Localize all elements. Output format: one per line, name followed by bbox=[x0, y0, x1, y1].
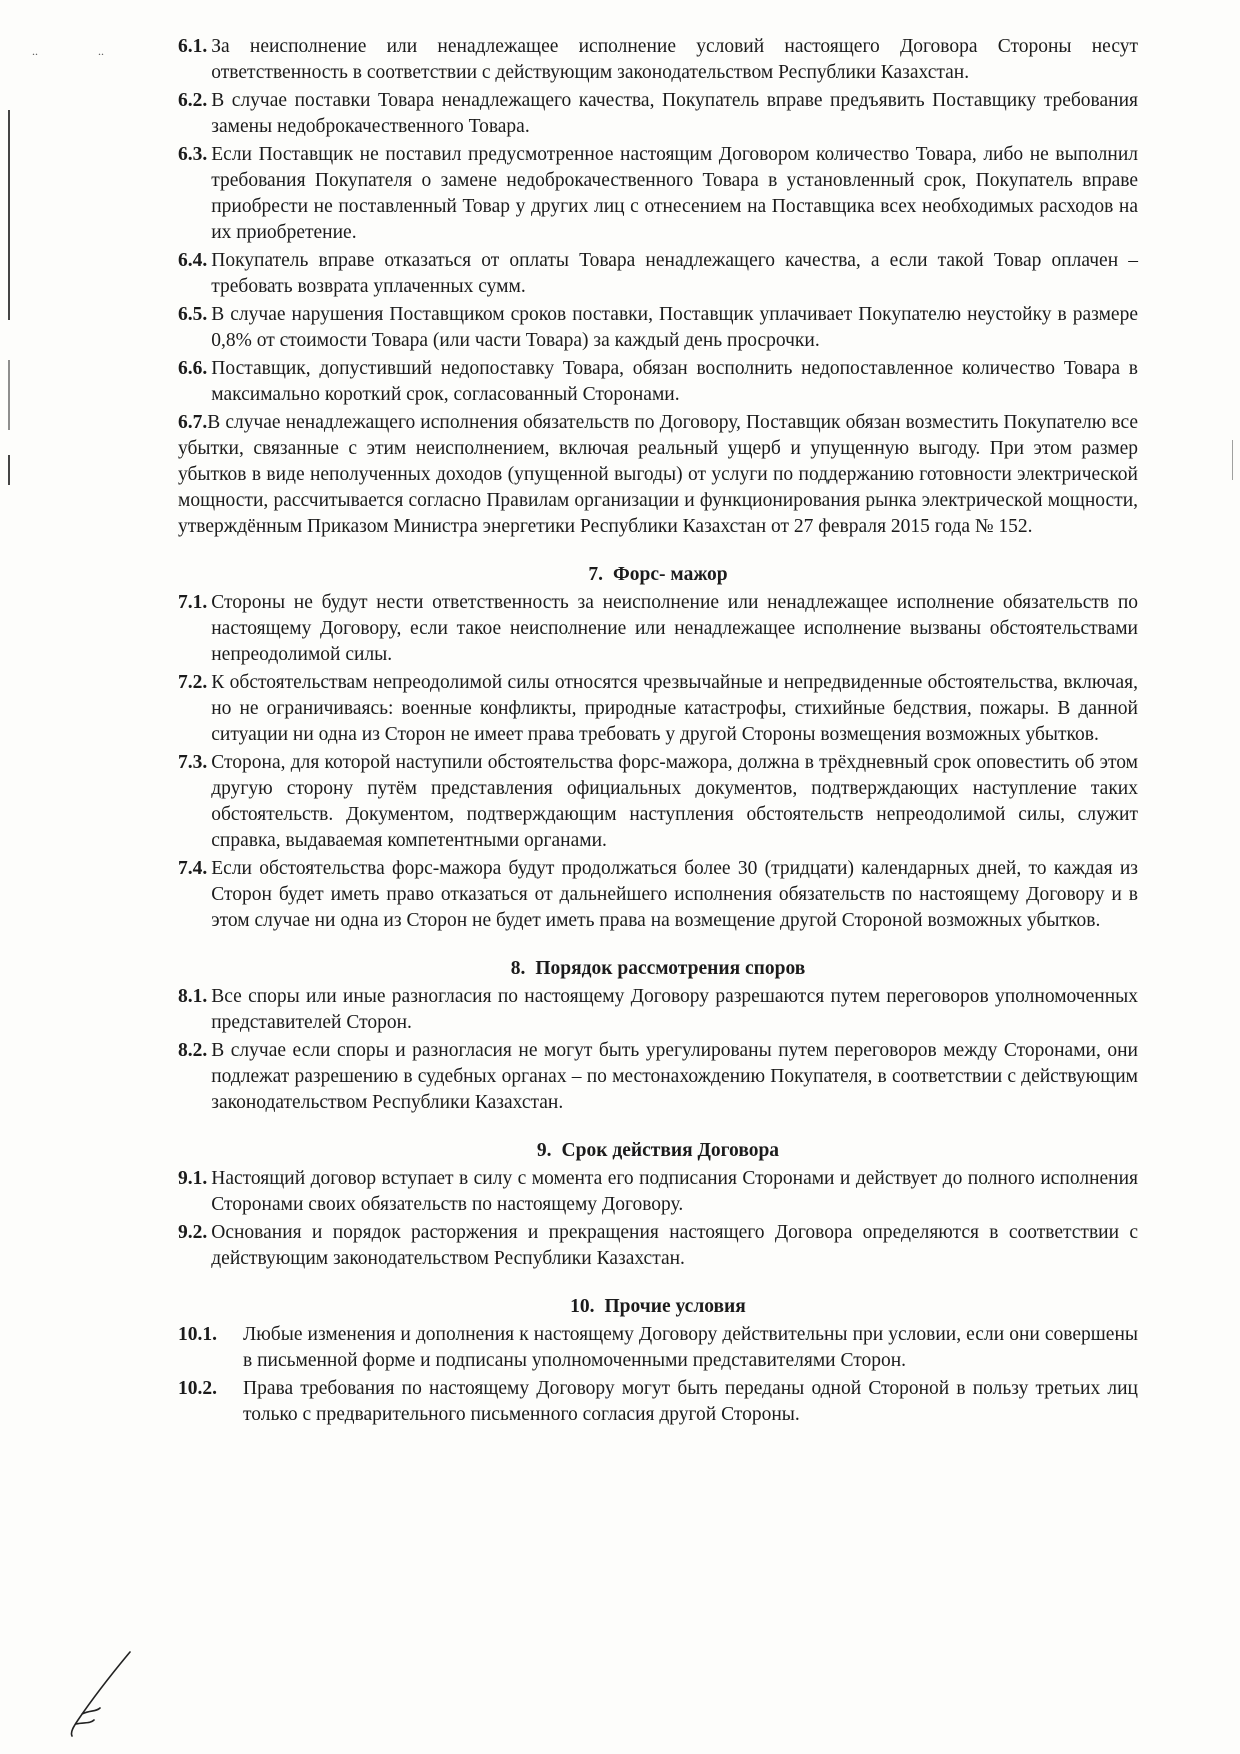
section-title: Прочие условия bbox=[604, 1296, 746, 1317]
clause-number: 10.1. bbox=[178, 1324, 217, 1345]
clause-6-2 bbox=[178, 88, 1138, 140]
clause-text: Сторона, для которой наступили обстоятельства форс-мажора, должна в трёхдневный срок оповестить об этом другую сторону путём представления официальных документов, подтверждающих наступление таких обстоятельств. Документом, подтверждающим наступления обстоятельств непреодолимой силы, служит справка, выдаваемая компетентными органами. bbox=[211, 752, 1138, 851]
scan-artifact-line bbox=[8, 110, 10, 320]
section-title: Порядок рассмотрения споров bbox=[535, 958, 806, 979]
section-title: Срок действия Договора bbox=[561, 1140, 780, 1161]
clause-6-6 bbox=[178, 356, 1138, 408]
clause-text: В случае если споры и разногласия не могут быть урегулированы путем переговоров между Сторонами, они подлежат разрешению в судебных органах – по местонахождению Покупателя, в соответствии с действующим законодательством Республики Казахстан. bbox=[211, 1040, 1138, 1113]
clause-number: 6.3. bbox=[178, 144, 208, 165]
section-number: 8. bbox=[510, 958, 526, 979]
scan-artifact-line bbox=[8, 360, 10, 430]
clause-text: Стороны не будут нести ответственность за неисполнение или ненадлежащее исполнение обязательств по настоящему Договору, если такое неисполнение или ненадлежащее исполнение вызваны обстоятельствами непреодолимой силы. bbox=[211, 592, 1138, 665]
section-number: 9. bbox=[536, 1140, 552, 1161]
section-10 bbox=[178, 1294, 1138, 1428]
scan-artifact-line bbox=[8, 455, 10, 485]
handwritten-signature bbox=[60, 1640, 150, 1740]
clause-number: 7.2. bbox=[178, 672, 208, 693]
clause-7-3 bbox=[178, 750, 1138, 854]
section-heading bbox=[178, 562, 1138, 588]
clause-number: 7.3. bbox=[178, 752, 208, 773]
clause-9-1 bbox=[178, 1166, 1138, 1218]
clause-text: За неисполнение или ненадлежащее исполнение условий настоящего Договора Стороны несут ответственность в соответствии с действующим законодательством Республики Казахстан. bbox=[211, 36, 1138, 83]
section-heading bbox=[178, 956, 1138, 982]
clause-6-7 bbox=[178, 410, 1138, 540]
clause-number: 6.4. bbox=[178, 250, 208, 271]
document-body bbox=[178, 34, 1138, 1430]
clause-text: В случае ненадлежащего исполнения обязательств по Договору, Поставщик обязан возместить Покупателю все убытки, связанные с этим неисполнением, включая реальный ущерб и упущенную выгоду. При этом размер убытков в виде неполученных доходов (упущенной выгоды) от услуги по поддержанию готовности электрической мощности, рассчитывается согласно Правилам организации и функционирования рынка электрической мощности, утверждённым Приказом Министра энергетики Республики Казахстан от 27 февраля 2015 года № 152. bbox=[178, 412, 1138, 537]
clause-9-2 bbox=[178, 1220, 1138, 1272]
clause-text: В случае нарушения Поставщиком сроков поставки, Поставщик уплачивает Покупателю неустойку в размере 0,8% от стоимости Товара (или части Товара) за каждый день просрочки. bbox=[211, 304, 1138, 351]
clause-text: Настоящий договор вступает в силу с момента его подписания Сторонами и действует до полного исполнения Сторонами своих обязательств по настоящему Договору. bbox=[211, 1168, 1138, 1215]
clause-number: 6.6. bbox=[178, 358, 208, 379]
clause-text: Основания и порядок расторжения и прекращения настоящего Договора определяются в соответствии с действующим законодательством Республики Казахстан. bbox=[211, 1222, 1138, 1269]
clause-number: 10.2. bbox=[178, 1378, 217, 1399]
clause-text: Если обстоятельства форс-мажора будут продолжаться более 30 (тридцати) календарных дней, то каждая из Сторон будет иметь право отказаться от дальнейшего исполнения обязательств по настоящему Договору и в этом случае ни одна из Сторон не будет иметь права на возмещение другой Стороной возможных убытков. bbox=[211, 858, 1138, 931]
section-6 bbox=[178, 34, 1138, 540]
section-8 bbox=[178, 956, 1138, 1116]
clause-text: Права требования по настоящему Договору могут быть переданы одной Стороной в пользу третьих лиц только с предварительного письменного согласия другой Стороны. bbox=[243, 1378, 1138, 1425]
clause-8-1 bbox=[178, 984, 1138, 1036]
clause-8-2 bbox=[178, 1038, 1138, 1116]
clause-6-5 bbox=[178, 302, 1138, 354]
clause-number: 9.1. bbox=[178, 1168, 208, 1189]
clause-7-2 bbox=[178, 670, 1138, 748]
clause-number: 8.1. bbox=[178, 986, 208, 1007]
clause-6-4 bbox=[178, 248, 1138, 300]
clause-6-3 bbox=[178, 142, 1138, 246]
clause-text: В случае поставки Товара ненадлежащего качества, Покупатель вправе предъявить Поставщику требования замены недоброкачественного Товара. bbox=[211, 90, 1138, 137]
clause-text: Покупатель вправе отказаться от оплаты Товара ненадлежащего качества, а если такой Товар оплачен – требовать возврата уплаченных сумм. bbox=[211, 250, 1138, 297]
clause-number: 6.5. bbox=[178, 304, 208, 325]
section-heading bbox=[178, 1294, 1138, 1320]
clause-text: Любые изменения и дополнения к настоящему Договору действительны при условии, если они совершены в письменной форме и подписаны уполномоченными представителями Сторон. bbox=[243, 1324, 1138, 1371]
section-heading bbox=[178, 1138, 1138, 1164]
clause-number: 6.7. bbox=[178, 412, 208, 433]
clause-6-1 bbox=[178, 34, 1138, 86]
clause-number: 6.2. bbox=[178, 90, 208, 111]
clause-10-2 bbox=[178, 1376, 1138, 1428]
clause-text: Поставщик, допустивший недопоставку Товара, обязан восполнить недопоставленное количество Товара в максимально короткий срок, согласованный Сторонами. bbox=[211, 358, 1138, 405]
clause-number: 7.1. bbox=[178, 592, 208, 613]
clause-7-1 bbox=[178, 590, 1138, 668]
clause-text: Если Поставщик не поставил предусмотренное настоящим Договором количество Товара, либо не выполнил требования Покупателя о замене недоброкачественного Товара в установленный срок, Покупатель вправе приобрести не поставленный Товар у других лиц с отнесением на Поставщика всех необходимых расходов на их приобретение. bbox=[211, 144, 1138, 243]
section-7 bbox=[178, 562, 1138, 934]
clause-text: К обстоятельствам непреодолимой силы относятся чрезвычайные и непредвиденные обстоятельства, включая, но не ограничиваясь: военные конфликты, природные катастрофы, стихийные бедствия, пожары. В данной ситуации ни одна из Сторон не имеет права требовать у другой Стороны возмещения возможных убытков. bbox=[211, 672, 1138, 745]
clause-10-1 bbox=[178, 1322, 1138, 1374]
section-title: Форс- мажор bbox=[613, 564, 728, 585]
clause-number: 6.1. bbox=[178, 36, 208, 57]
margin-mark: .. bbox=[32, 44, 38, 58]
clause-number: 9.2. bbox=[178, 1222, 208, 1243]
clause-number: 8.2. bbox=[178, 1040, 208, 1061]
scan-artifact-line bbox=[1232, 440, 1233, 480]
section-9 bbox=[178, 1138, 1138, 1272]
clause-7-4 bbox=[178, 856, 1138, 934]
section-number: 10. bbox=[570, 1296, 595, 1317]
section-number: 7. bbox=[588, 564, 604, 585]
margin-mark: .. bbox=[98, 44, 104, 58]
clause-text: Все споры или иные разногласия по настоящему Договору разрешаются путем переговоров уполномоченных представителей Сторон. bbox=[211, 986, 1138, 1033]
clause-number: 7.4. bbox=[178, 858, 208, 879]
